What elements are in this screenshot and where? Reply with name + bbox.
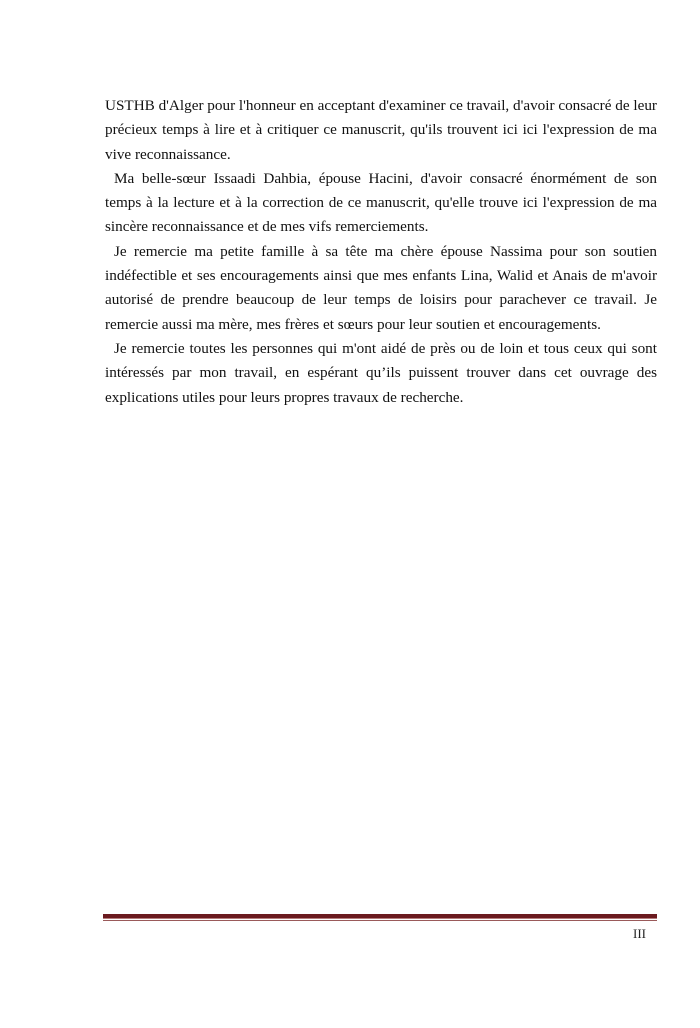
paragraph-3: Je remercie ma petite famille à sa tête ma chère épouse Nassima pour son soutien indéfectible et ses encouragements ainsi que mes enfants Lina, Walid et Anais de m'avoir autorisé de prendre beaucoup de leur temps de loisirs pour parachever ce travail. Je remercie aussi ma mère, mes frères et sœurs pour leur soutien et encouragements. [105, 242, 657, 333]
footer-divider-thin [103, 920, 657, 921]
page-number: III [633, 926, 646, 941]
paragraph-2: Ma belle-sœur Issaadi Dahbia, épouse Hacini, d'avoir consacré énormément de son temps à la lecture et à la correction de ce manuscrit, qu'elle trouve ici l'expression de ma sincère reconnaissance et de mes vifs remerciements. [105, 169, 657, 236]
acknowledgements-text [105, 94, 657, 410]
footer-divider [103, 914, 657, 919]
paragraph-4: Je remercie toutes les personnes qui m'ont aidé de près ou de loin et tous ceux qui sont intéressés par mon travail, en espérant qu’ils puissent trouver dans cet ouvrage des explications utiles pour leurs propres travaux de recherche. [105, 339, 657, 406]
paragraph-1: USTHB d'Alger pour l'honneur en acceptant d'examiner ce travail, d'avoir consacré de leur précieux temps à lire et à critiquer ce manuscrit, qu'ils trouvent ici ici l'expression de ma vive reconnaissance. [105, 97, 657, 163]
